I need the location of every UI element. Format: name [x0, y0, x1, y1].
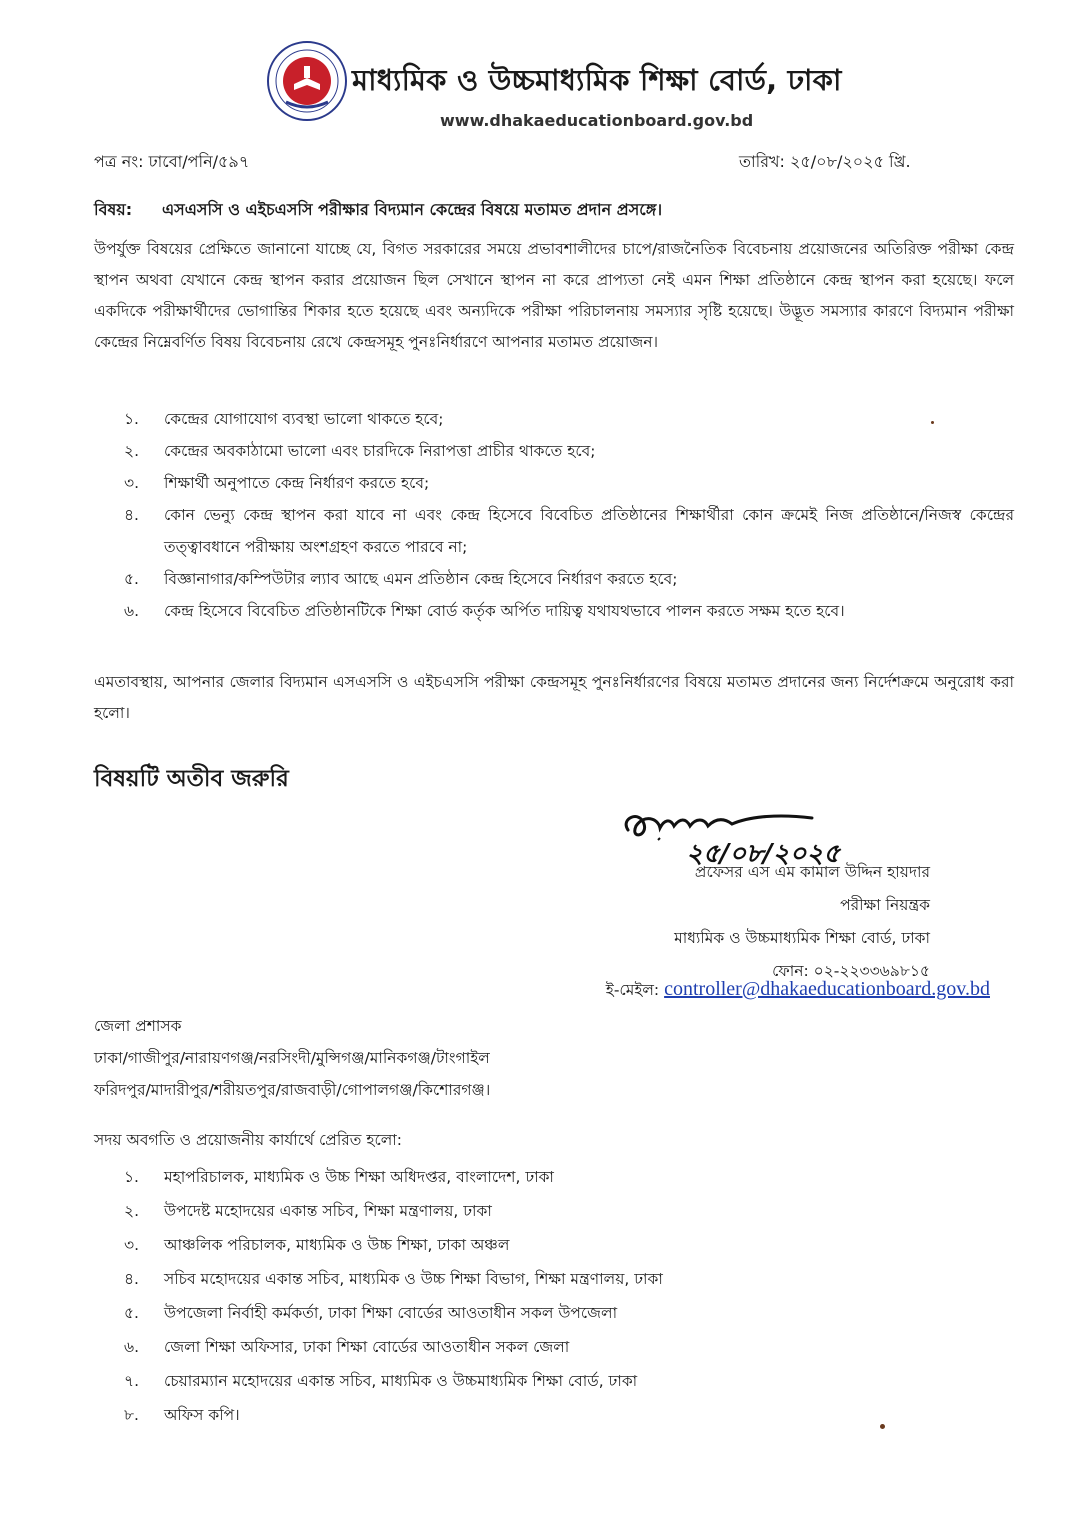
signatory-phone: ফোন: ০২-২২৩৩৬৯৮১৫: [772, 962, 930, 980]
signature-date: ২৫/০৮/২০২৫: [686, 839, 841, 869]
recipient-districts-2: ফরিদপুর/মাদারীপুর/শরীয়তপুর/রাজবাড়ী/গোপালগঞ্জ/কিশোরগঞ্জ।: [94, 1081, 491, 1099]
list-item: ৭. চেয়ারম্যান মহোদয়ের একান্ত সচিব, মাধ্যমিক ও উচ্চমাধ্যমিক শিক্ষা বোর্ড, ঢাকা: [124, 1372, 638, 1390]
copy-heading: সদয় অবগতি ও প্রয়োজনীয় কার্যার্থে প্রেরিত হলো:: [94, 1131, 402, 1149]
signatory-email-line: [480, 978, 990, 1004]
list-item: ৩. শিক্ষার্থী অনুপাতে কেন্দ্র নির্ধারণ করতে হবে;: [124, 474, 430, 492]
signatory-block: [480, 856, 930, 988]
subject-line: [94, 197, 1014, 224]
subject-text: এসএসসি ও এইচএসসি পরীক্ষার বিদ্যমান কেন্দ্রের বিষয়ে মতামত প্রদান প্রসঙ্গে।: [162, 200, 663, 219]
urgent-note: বিষয়টি অতীব জরুরি: [94, 766, 289, 792]
list-item: ৬. কেন্দ্র হিসেবে বিবেচিত প্রতিষ্ঠানটিকে শিক্ষা বোর্ড কর্তৃক অর্পিত দায়িত্ব যথাযথভাবে পালন করতে সক্ষম হতে হবে।: [124, 602, 845, 620]
list-item: ১. মহাপরিচালক, মাধ্যমিক ও উচ্চ শিক্ষা অধিদপ্তর, বাংলাদেশ, ঢাকা: [124, 1168, 554, 1186]
signatory-office: মাধ্যমিক ও উচ্চমাধ্যমিক শিক্ষা বোর্ড, ঢাকা: [674, 929, 930, 947]
scan-speck: [880, 1424, 885, 1429]
list-item: ১. কেন্দ্রের যোগাযোগ ব্যবস্থা ভালো থাকতে হবে;: [124, 410, 444, 428]
board-website: www.dhakaeducationboard.gov.bd: [440, 111, 754, 130]
list-item: ৮. অফিস কপি।: [124, 1406, 240, 1424]
intro-paragraph: উপর্যুক্ত বিষয়ের প্রেক্ষিতে জানানো যাচ্ছে যে, বিগত সরকারের সময়ে প্রভাবশালীদের চাপে/রাজনৈতিক বিবেচনায় প্রয়োজনের অতিরিক্ত পরীক্ষা কেন্দ্র স্থাপন অথবা যেখানে কেন্দ্র স্থাপন করার প্রয়োজন ছিল সেখানে স্থাপন না করে প্রাপ্যতা নেই এমন শিক্ষা প্রতিষ্ঠানে কেন্দ্র স্থাপন করা হয়েছে। ফলে একদিকে পরীক্ষার্থীদের ভোগান্তির শিকার হতে হয়েছে এবং অন্যদিকে পরীক্ষা পরিচালনায় সমস্যার সৃষ্টি হয়েছে। উদ্ভূত সমস্যার কারণে বিদ্যমান পরীক্ষা কেন্দ্রের নিম্নেবর্ণিত বিষয় বিবেচনায় রেখে কেন্দ্রসমূহ পুনঃনির্ধারণে আপনার মতামত প্রয়োজন।: [94, 240, 1014, 351]
signatory-name: প্রফেসর এস এম কামাল উদ্দিন হায়দার: [694, 863, 930, 881]
board-name: মাধ্যমিক ও উচ্চমাধ্যমিক শিক্ষা বোর্ড, ঢাকা: [352, 63, 842, 97]
closing-paragraph: এমতাবস্থায়, আপনার জেলার বিদ্যমান এসএসসি ও এইচএসসি পরীক্ষা কেন্দ্রসমূহ পুনঃনির্ধারণের বিষয়ে মতামত প্রদানের জন্য নির্দেশক্রমে অনুরোধ করা হলো।: [94, 673, 1014, 722]
scan-speck: [931, 421, 934, 424]
list-item: ৫. বিজ্ঞানাগার/কম্পিউটার ল্যাব আছে এমন প্রতিষ্ঠান কেন্দ্র হিসেবে নির্ধারণ করতে হবে;: [124, 570, 678, 588]
list-item: ৩. আঞ্চলিক পরিচালক, মাধ্যমিক ও উচ্চ শিক্ষা, ঢাকা অঞ্চল: [124, 1236, 510, 1254]
requirements-list: [94, 403, 1014, 627]
letter-date: তারিখ: ২৫/০৮/২০২৫ খ্রি.: [739, 152, 911, 171]
subject-label: বিষয়:: [94, 200, 133, 219]
email-link[interactable]: controller@dhakaeducationboard.gov.bd: [664, 978, 990, 1000]
recipient-block: [94, 1010, 490, 1106]
recipient-title: জেলা প্রশাসক: [94, 1017, 182, 1035]
list-item: ২. উপদেষ্ট মহোদয়ের একান্ত সচিব, শিক্ষা মন্ত্রণালয়, ঢাকা: [124, 1202, 492, 1220]
list-item: ২. কেন্দ্রের অবকাঠামো ভালো এবং চারদিকে নিরাপত্তা প্রাচীর থাকতে হবে;: [124, 442, 596, 460]
list-item: ৪. কোন ভেন্যু কেন্দ্র স্থাপন করা যাবে না এবং কেন্দ্র হিসেবে বিবেচিত প্রতিষ্ঠানের শিক্ষার্থীরা কোন ক্রমেই নিজ প্রতিষ্ঠানে/নিজস্ব কেন্দ্রের তত্ত্বাবধানে পরীক্ষায় অংশগ্রহণ করতে পারবে না;: [124, 506, 1014, 556]
reference-number: পত্র নং: ঢাবো/পনি/৫৯৭: [94, 152, 250, 171]
copy-list: [94, 1160, 994, 1432]
board-logo: [266, 40, 348, 122]
list-item: ৬. জেলা শিক্ষা অফিসার, ঢাকা শিক্ষা বোর্ডের আওতাধীন সকল জেলা: [124, 1338, 570, 1356]
list-item: ৫. উপজেলা নির্বাহী কর্মকর্তা, ঢাকা শিক্ষা বোর্ডের আওতাধীন সকল উপজেলা: [124, 1304, 618, 1322]
email-label: ই-মেইল:: [605, 981, 660, 999]
list-item: ৪. সচিব মহোদয়ের একান্ত সচিব, মাধ্যমিক ও উচ্চ শিক্ষা বিভাগ, শিক্ষা মন্ত্রণালয়, ঢাকা: [124, 1270, 663, 1288]
recipient-districts-1: ঢাকা/গাজীপুর/নারায়ণগঞ্জ/নরসিংদী/মুন্সিগঞ্জ/মানিকগঞ্জ/টাংগাইল: [94, 1049, 490, 1067]
signatory-designation: পরীক্ষা নিয়ন্ত্রক: [840, 896, 930, 914]
